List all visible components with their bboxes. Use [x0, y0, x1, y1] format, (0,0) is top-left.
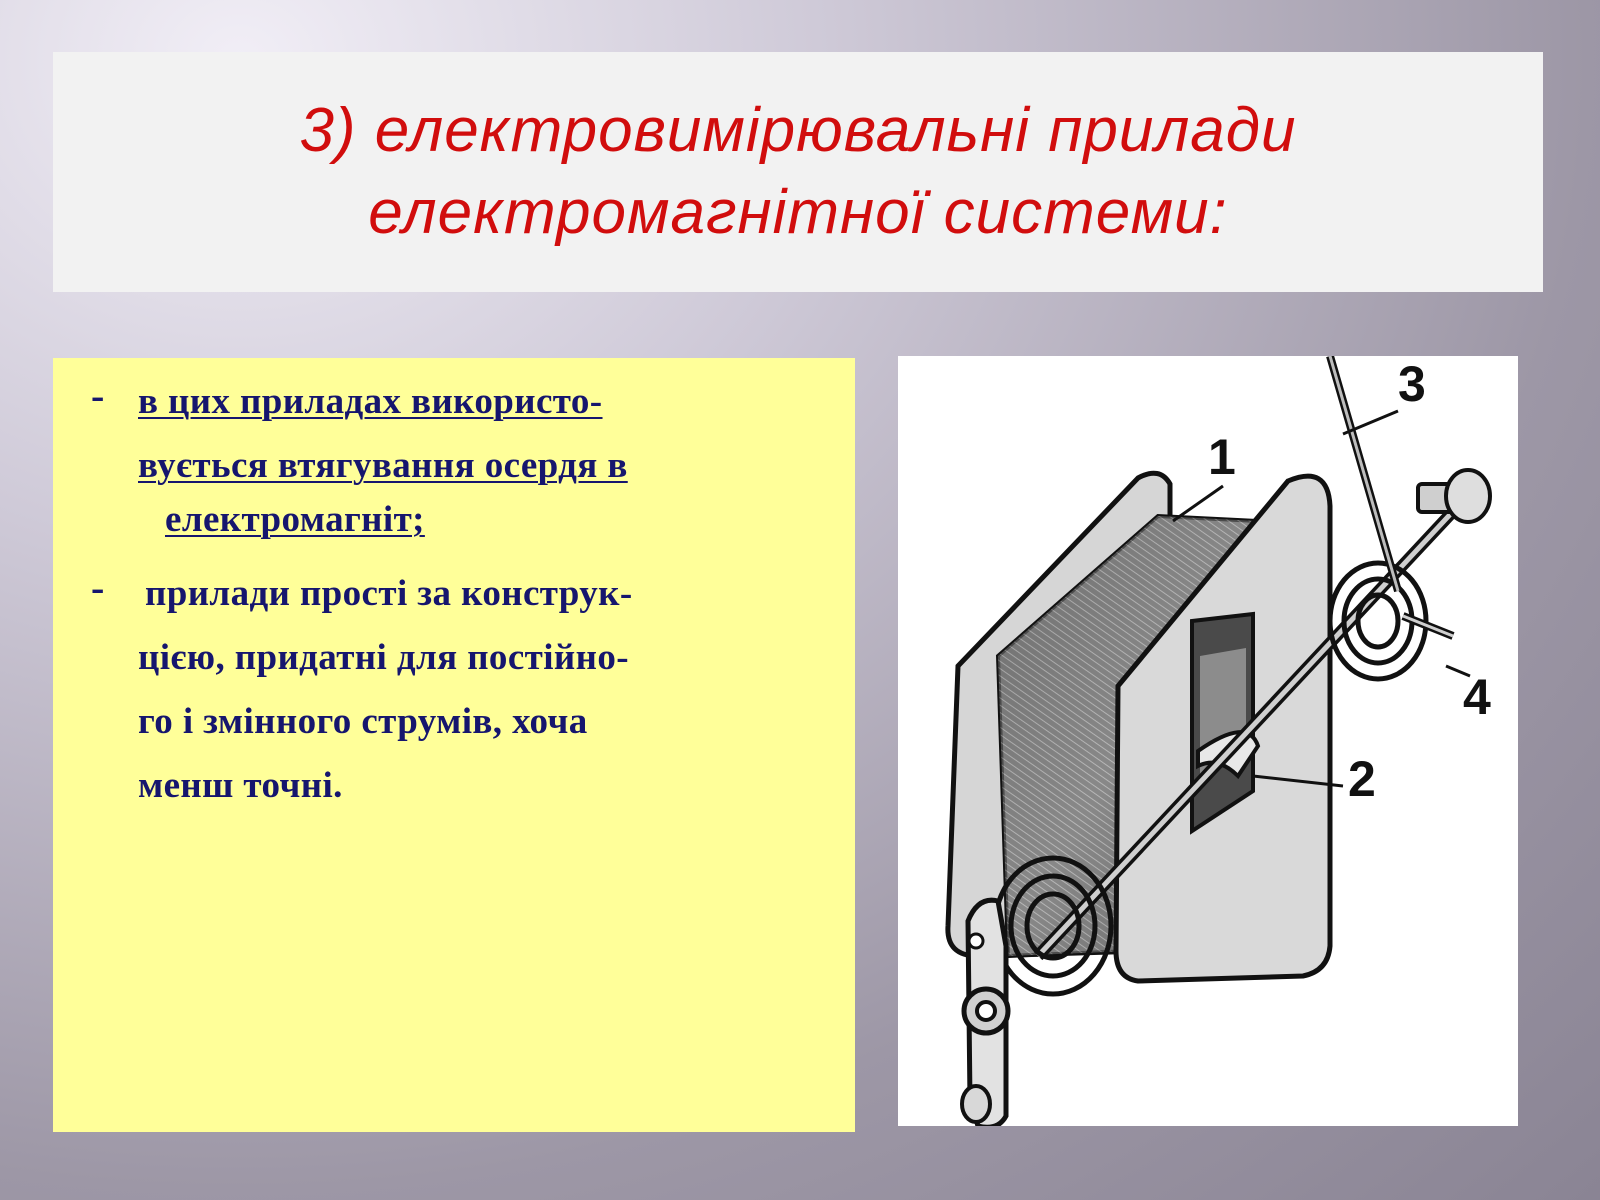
title-line-2: електромагнітної системи:: [368, 178, 1228, 247]
bullet-1-line-2: вується втягування осердя в: [138, 445, 628, 486]
figure-label-2: 2: [1348, 751, 1376, 807]
bullet-2-line-2: цією, придатні для постійно-: [138, 637, 629, 678]
pointer-needle: [1330, 356, 1398, 591]
bullet-2-line-3: го і змінного струмів, хоча: [138, 701, 588, 742]
figure-label-1: 1: [1208, 429, 1236, 485]
bottom-bracket: [962, 900, 1008, 1126]
bullet-1-line-1: в цих приладах використо-: [138, 381, 603, 422]
bullet-2-line-4: менш точні.: [138, 765, 343, 806]
figure-label-4: 4: [1463, 669, 1491, 725]
slide-title: [53, 52, 1543, 292]
bullet-1-line-3: електромагніт;: [165, 499, 425, 540]
figure-label-3: 3: [1398, 356, 1426, 412]
title-line-1: 3) електровимірювальні прилади: [299, 96, 1297, 165]
bullet-marker-2: -: [91, 565, 105, 610]
bullet-2-line-1: прилади прості за конструк-: [145, 573, 633, 614]
bullet-marker-1: -: [91, 373, 105, 418]
text-panel: [53, 358, 855, 1132]
electromagnetic-instrument-diagram: [898, 356, 1518, 1126]
